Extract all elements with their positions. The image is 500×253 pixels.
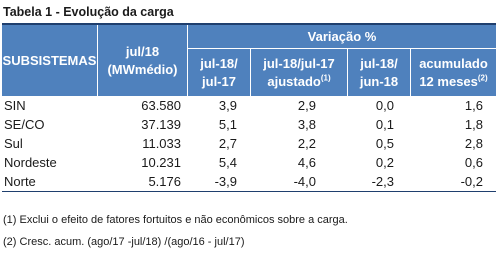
cell-subsistema: SE/CO	[4, 117, 45, 132]
header-col3-line1: jul-18/jul-17	[263, 55, 335, 71]
header-jul18-line1: jul/18	[125, 43, 160, 59]
footnote-2: (2) Cresc. acum. (ago/17 -jul/18) /(ago/16 - jul/17)	[3, 236, 245, 248]
header-col-ajustado	[251, 49, 347, 96]
header-col-jul18-jun18	[348, 49, 410, 96]
table-row-nordeste	[2, 153, 496, 172]
table-row-sul	[2, 134, 496, 153]
cell-subsistema: Nordeste	[4, 155, 57, 170]
cell-var-jul18-jul17: 5,4	[218, 155, 237, 170]
header-col2-line2: jul-17	[202, 73, 236, 89]
cell-var-jul18-jul17: -3,9	[214, 174, 237, 189]
cell-var-ajustado: 3,8	[297, 117, 316, 132]
table-row-seco	[2, 115, 496, 134]
cell-subsistema: Norte	[4, 174, 36, 189]
cell-var-acumulado: 0,6	[464, 155, 483, 170]
cell-var-jul18-jul17: 5,1	[218, 117, 237, 132]
header-col4-line1: jul-18/	[360, 55, 398, 71]
header-col-acumulado	[411, 49, 496, 96]
cell-var-jul18-jun18: 0,5	[375, 136, 394, 151]
cell-var-jul18-jun18: 0,0	[375, 98, 394, 113]
load-evolution-table	[2, 23, 496, 192]
cell-var-jul18-jul17: 2,7	[218, 136, 237, 151]
cell-var-ajustado: 2,2	[297, 136, 316, 151]
table-row-norte	[2, 172, 496, 192]
cell-jul18: 11.033	[142, 136, 181, 151]
cell-jul18: 5.176	[148, 174, 181, 189]
header-col3-sup: (1)	[320, 73, 331, 83]
cell-var-jul18-jul17: 3,9	[218, 98, 237, 113]
cell-var-acumulado: 1,6	[464, 98, 483, 113]
table-header	[2, 23, 496, 96]
header-col3-line2: ajustado	[267, 73, 321, 89]
cell-var-ajustado: 2,9	[297, 98, 316, 113]
header-jul18	[98, 25, 187, 96]
table-row-sin	[2, 96, 496, 115]
table-title: Tabela 1 - Evolução da carga	[3, 5, 174, 19]
cell-var-acumulado: 1,8	[464, 117, 483, 132]
cell-jul18: 37.139	[141, 117, 181, 132]
header-jul18-line2: (MWmédio)	[107, 61, 178, 77]
footnote-1: (1) Exclui o efeito de fatores fortuitos e não econômicos sobre a carga.	[3, 214, 348, 226]
cell-var-acumulado: -0,2	[460, 174, 483, 189]
header-col5-sup: (2)	[477, 73, 488, 83]
header-col-jul18-jul17	[188, 49, 250, 96]
cell-var-jul18-jun18: 0,1	[375, 117, 394, 132]
header-col2-line1: jul-18/	[200, 55, 238, 71]
cell-jul18: 10.231	[141, 155, 181, 170]
cell-jul18: 63.580	[141, 98, 181, 113]
header-col4-line2: jun-18	[359, 73, 399, 89]
header-col5-line2: 12 meses	[419, 73, 478, 89]
header-col5-line1: acumulado	[419, 55, 488, 71]
cell-var-acumulado: 2,8	[464, 136, 483, 151]
cell-subsistema: SIN	[4, 98, 26, 113]
header-col3-line2-wrap	[267, 73, 330, 91]
cell-subsistema: Sul	[4, 136, 23, 151]
header-variacao: Variação %	[307, 28, 377, 44]
cell-var-jul18-jun18: -2,3	[371, 174, 394, 189]
cell-var-ajustado: 4,6	[297, 155, 316, 170]
header-col5-line2-wrap	[419, 73, 487, 91]
header-subsistemas: SUBSISTEMAS	[2, 52, 97, 68]
cell-var-ajustado: -4,0	[293, 174, 316, 189]
cell-var-jul18-jun18: 0,2	[375, 155, 394, 170]
